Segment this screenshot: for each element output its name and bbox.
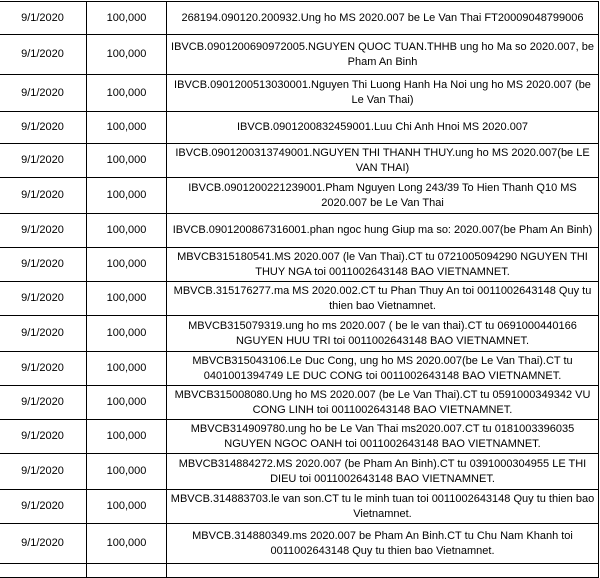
- amount-cell: 100,000: [87, 316, 167, 352]
- description-cell: MBVCB314884272.MS 2020.007 (be Pham An Binh).CT tu 0391000304955 LE THI DIEU toi 0011002643148 BAO VIETNAMNET.: [167, 454, 599, 490]
- description-cell: IBVCB.0901200867316001.phan ngoc hung Giup ma so: 2020.007(be Pham An Binh): [167, 214, 599, 248]
- description-cell: 268194.090120.200932.Ung ho MS 2020.007 be Le Van Thai FT20009048799006: [167, 2, 599, 35]
- table-row: [0, 454, 599, 490]
- description-cell: IBVCB.0901200690972005.NGUYEN QUOC TUAN.THHB ung ho Ma so 2020.007, be Pham An Binh: [167, 35, 599, 75]
- date-cell: 9/1/2020: [0, 352, 87, 386]
- amount-cell: 100,000: [87, 178, 167, 214]
- description-cell: IBVCB.0901200832459001.Luu Chi Anh Hnoi MS 2020.007: [167, 112, 599, 144]
- table-row: [0, 214, 599, 248]
- date-cell: 9/1/2020: [0, 112, 87, 144]
- table-row: [0, 564, 599, 578]
- amount-cell: 100,000: [87, 75, 167, 112]
- date-cell: 9/1/2020: [0, 144, 87, 178]
- amount-cell: 100,000: [87, 282, 167, 316]
- amount-cell: 100,000: [87, 35, 167, 75]
- date-cell: 9/1/2020: [0, 386, 87, 420]
- table-row: [0, 248, 599, 282]
- description-cell: IBVCB.0901200513030001.Nguyen Thi Luong Hanh Ha Noi ung ho MS 2020.007 (be Le Van Thai): [167, 75, 599, 112]
- date-cell: 9/1/2020: [0, 490, 87, 524]
- table-row: [0, 282, 599, 316]
- table-row: [0, 386, 599, 420]
- date-cell: 9/1/2020: [0, 316, 87, 352]
- amount-cell: 100,000: [87, 490, 167, 524]
- date-cell: 9/1/2020: [0, 35, 87, 75]
- amount-cell: 100,000: [87, 352, 167, 386]
- table-row: [0, 524, 599, 564]
- description-cell: MBVCB.315176277.ma MS 2020.002.CT tu Phan Thuy An toi 0011002643148 Quy tu thien bao Vietnamnet.: [167, 282, 599, 316]
- table-row: [0, 178, 599, 214]
- amount-cell: 100,000: [87, 454, 167, 490]
- date-cell: 9/1/2020: [0, 178, 87, 214]
- description-cell: MBVCB315043106.Le Duc Cong, ung ho MS 2020.007(be Le Van Thai).CT tu 0401001394749 LE DUC CONG toi 0011002643148 BAO VIETNAMNET.: [167, 352, 599, 386]
- table-row: [0, 75, 599, 112]
- date-cell: 9/1/2020: [0, 454, 87, 490]
- amount-cell: [87, 564, 167, 578]
- description-cell: MBVCB315079319.ung ho ms 2020.007 ( be le van thai).CT tu 0691000440166 NGUYEN HUU TRI toi 0011002643148 BAO VIETNAMNET.: [167, 316, 599, 352]
- description-cell: [167, 564, 599, 578]
- amount-cell: 100,000: [87, 420, 167, 454]
- date-cell: 9/1/2020: [0, 524, 87, 564]
- date-cell: 9/1/2020: [0, 248, 87, 282]
- donations-table: [0, 1, 599, 578]
- amount-cell: 100,000: [87, 386, 167, 420]
- description-cell: MBVCB.314880349.ms 2020.007 be Pham An Binh.CT tu Chu Nam Khanh toi 0011002643148 Quy tu thien bao Vietnamnet.: [167, 524, 599, 564]
- amount-cell: 100,000: [87, 214, 167, 248]
- donations-table-body: [0, 2, 599, 578]
- description-cell: IBVCB.0901200221239001.Pham Nguyen Long 243/39 To Hien Thanh Q10 MS 2020.007 be Le Van Thai: [167, 178, 599, 214]
- amount-cell: 100,000: [87, 248, 167, 282]
- date-cell: [0, 564, 87, 578]
- table-row: [0, 2, 599, 35]
- table-row: [0, 316, 599, 352]
- amount-cell: 100,000: [87, 524, 167, 564]
- table-row: [0, 420, 599, 454]
- date-cell: 9/1/2020: [0, 214, 87, 248]
- description-cell: MBVCB.314883703.le van son.CT tu le minh tuan toi 0011002643148 Quy tu thien bao Vietnamnet.: [167, 490, 599, 524]
- description-cell: MBVCB314909780.ung ho be Le Van Thai ms2020.007.CT tu 0181003396035 NGUYEN NGOC OANH toi 0011002643148 BAO VIETNAMNET.: [167, 420, 599, 454]
- description-cell: MBVCB315180541.MS 2020.007 (le Van Thai).CT tu 0721005094290 NGUYEN THI THUY NGA toi 0011002643148 BAO VIETNAMNET.: [167, 248, 599, 282]
- date-cell: 9/1/2020: [0, 2, 87, 35]
- amount-cell: 100,000: [87, 112, 167, 144]
- table-row: [0, 35, 599, 75]
- table-row: [0, 112, 599, 144]
- date-cell: 9/1/2020: [0, 420, 87, 454]
- table-row: [0, 144, 599, 178]
- date-cell: 9/1/2020: [0, 75, 87, 112]
- amount-cell: 100,000: [87, 2, 167, 35]
- amount-cell: 100,000: [87, 144, 167, 178]
- description-cell: MBVCB315008080.Ung ho MS 2020.007 (be Le Van Thai).CT tu 0591000349342 VU CONG LINH toi 0011002643148 BAO VIETNAMNET.: [167, 386, 599, 420]
- table-row: [0, 352, 599, 386]
- description-cell: IBVCB.0901200313749001.NGUYEN THI THANH THUY.ung ho MS 2020.007(be LE VAN THAI): [167, 144, 599, 178]
- table-row: [0, 490, 599, 524]
- date-cell: 9/1/2020: [0, 282, 87, 316]
